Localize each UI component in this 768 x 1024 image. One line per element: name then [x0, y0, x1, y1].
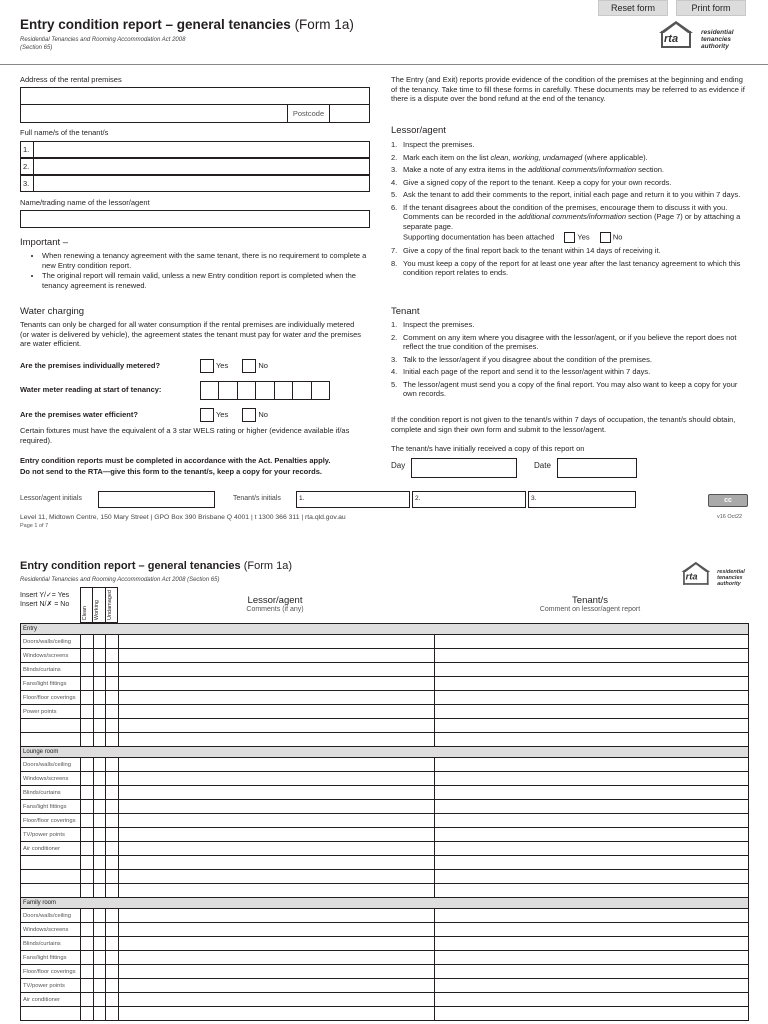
item-label: Power points: [21, 705, 81, 719]
tenant-comment-cell[interactable]: [435, 909, 749, 923]
tenant-comment-cell[interactable]: [435, 937, 749, 951]
column-headers-cwu: [80, 587, 118, 623]
item-label: TV/power points: [21, 828, 81, 842]
tenant-comment-cell[interactable]: [435, 758, 749, 772]
water-charging-text: Tenants can only be charged for all water consumption if the rental premises are individually metered (or water is delivered by vehicle), the agreement states the tenant must pay for water and the premises are water efficient.: [20, 320, 362, 348]
table-row: [21, 691, 749, 705]
undamaged-cell[interactable]: [106, 691, 119, 705]
lessor-comment-cell[interactable]: [119, 677, 435, 691]
lessor-comment-cell[interactable]: [119, 772, 435, 786]
undamaged-cell[interactable]: [106, 951, 119, 965]
header-divider: [0, 64, 768, 65]
lessor-name-input[interactable]: [20, 210, 370, 228]
supporting-docs-no-checkbox[interactable]: [600, 232, 611, 243]
item-label: [21, 733, 81, 747]
clean-cell[interactable]: [81, 923, 94, 937]
undamaged-cell[interactable]: [106, 772, 119, 786]
tenant-name-1[interactable]: 1.: [20, 141, 370, 158]
table-row: [21, 733, 749, 747]
table-row: [21, 800, 749, 814]
lessor-comment-cell[interactable]: [119, 733, 435, 747]
lessor-comment-cell[interactable]: [119, 965, 435, 979]
undamaged-cell[interactable]: [106, 635, 119, 649]
undamaged-cell[interactable]: [106, 1007, 119, 1021]
footer-address: Level 11, Midtown Centre, 150 Mary Street | GPO Box 390 Brisbane Q 4001 | t 1300 366 311 | rta.qld.gov.au: [20, 514, 346, 521]
efficient-yes-checkbox[interactable]: [200, 408, 214, 422]
version-label: v16 Oct22: [717, 514, 743, 520]
tenant-comment-cell[interactable]: [435, 979, 749, 993]
table-row: [21, 649, 749, 663]
tenant-step: 3. Talk to the lessor/agent if you disagree about the condition of the premises.: [391, 354, 652, 364]
undamaged-cell[interactable]: [106, 758, 119, 772]
room-section-label: Lounge room: [21, 747, 749, 758]
tenant-comment-cell[interactable]: [435, 1007, 749, 1021]
undamaged-cell[interactable]: [106, 965, 119, 979]
lessor-name-label: Name/trading name of the lessor/agent: [20, 198, 150, 207]
metered-options: Yes No: [200, 359, 268, 373]
undamaged-cell[interactable]: [106, 814, 119, 828]
item-label: Blinds/curtains: [21, 786, 81, 800]
lessor-comment-cell[interactable]: [119, 800, 435, 814]
tenant-name-2[interactable]: 2.: [20, 158, 370, 175]
clean-cell[interactable]: [81, 951, 94, 965]
room-section-row: [21, 624, 749, 635]
postcode-input[interactable]: [329, 104, 370, 123]
undamaged-cell[interactable]: [106, 677, 119, 691]
lessor-step: 1. Inspect the premises.: [391, 140, 475, 149]
table-row: [21, 814, 749, 828]
room-section-label: Family room: [21, 898, 749, 909]
tenant-comment-cell[interactable]: [435, 965, 749, 979]
tenant-step: 2. Comment on any item where you disagree with the lessor/agent, or if you believe the report does not reflect the true condition of the premises.: [391, 332, 737, 351]
tenant-steps: [391, 320, 751, 402]
working-cell[interactable]: [94, 800, 106, 814]
item-label: Doors/walls/ceiling: [21, 758, 81, 772]
metered-yes-checkbox[interactable]: [200, 359, 214, 373]
lessor-comment-cell[interactable]: [119, 786, 435, 800]
working-cell[interactable]: [94, 993, 106, 1007]
working-cell[interactable]: [94, 663, 106, 677]
tenant-initials-label: Tenant/s initials: [233, 495, 281, 502]
metered-no-checkbox[interactable]: [242, 359, 256, 373]
creative-commons-icon: cc: [708, 494, 748, 507]
table-row: [21, 663, 749, 677]
clean-cell[interactable]: [81, 635, 94, 649]
tenant-comment-cell[interactable]: [435, 870, 749, 884]
day-input[interactable]: [411, 458, 517, 478]
working-cell[interactable]: [94, 951, 106, 965]
lessor-comment-cell[interactable]: [119, 691, 435, 705]
working-cell[interactable]: [94, 856, 106, 870]
undamaged-cell[interactable]: [106, 909, 119, 923]
meter-reading-label: Water meter reading at start of tenancy:: [20, 385, 162, 394]
lessor-comment-cell[interactable]: [119, 1007, 435, 1021]
tenant-heading: Tenant: [391, 306, 420, 317]
lessor-comment-cell[interactable]: [119, 993, 435, 1007]
page-title: [20, 17, 354, 32]
clean-cell[interactable]: [81, 979, 94, 993]
lessor-comment-cell[interactable]: [119, 705, 435, 719]
efficient-options: Yes No: [200, 408, 268, 422]
lessor-comment-cell[interactable]: [119, 923, 435, 937]
undamaged-cell[interactable]: [106, 979, 119, 993]
item-label: [21, 719, 81, 733]
efficient-question: Are the premises water efficient?: [20, 410, 138, 419]
lessor-initials-label: Lessor/agent initials: [20, 495, 82, 502]
supporting-docs-label: Supporting documentation has been attached: [403, 232, 555, 242]
undamaged-cell[interactable]: [106, 884, 119, 898]
undamaged-cell[interactable]: [106, 719, 119, 733]
working-cell[interactable]: [94, 677, 106, 691]
item-label: [21, 1007, 81, 1021]
clean-cell[interactable]: [81, 993, 94, 1007]
item-label: [21, 870, 81, 884]
undamaged-cell[interactable]: [106, 842, 119, 856]
room-section-label: Entry: [21, 624, 749, 635]
reset-form-button[interactable]: Reset form: [598, 0, 668, 16]
clean-cell[interactable]: [81, 758, 94, 772]
clean-cell[interactable]: [81, 705, 94, 719]
clean-cell[interactable]: [81, 856, 94, 870]
tenant-comment-cell[interactable]: [435, 842, 749, 856]
undamaged-cell[interactable]: [106, 786, 119, 800]
day-label: Day: [391, 461, 406, 470]
address-input-line2[interactable]: [20, 104, 288, 123]
tenant-comment-cell[interactable]: [435, 649, 749, 663]
tenant-comment-cell[interactable]: [435, 786, 749, 800]
received-text: The tenant/s have initially received a copy of this report on: [391, 444, 585, 453]
working-cell[interactable]: [94, 1007, 106, 1021]
lessor-step: 4. Give a signed copy of the report to the tenant. Keep a copy for your own records.: [391, 177, 672, 187]
item-label: TV/power points: [21, 979, 81, 993]
tenant-comment-cell[interactable]: [435, 663, 749, 677]
page2-act-reference: Residential Tenancies and Rooming Accommodation Act 2008 (Section 65): [20, 577, 220, 583]
room-section-row: [21, 898, 749, 909]
undamaged-cell[interactable]: [106, 993, 119, 1007]
table-row: [21, 937, 749, 951]
clean-cell[interactable]: [81, 884, 94, 898]
table-row: [21, 856, 749, 870]
undamaged-cell[interactable]: [106, 663, 119, 677]
wels-text: Certain fixtures must have the equivalent of a 3 star WELS rating or higher (evidence available if/as required).: [20, 426, 350, 445]
lessor-initials-input[interactable]: [98, 491, 215, 508]
section-reference: (Section 65): [20, 45, 53, 51]
lessor-comment-cell[interactable]: [119, 635, 435, 649]
item-label: Windows/screens: [21, 649, 81, 663]
working-cell[interactable]: [94, 909, 106, 923]
item-label: Fans/light fittings: [21, 951, 81, 965]
working-cell[interactable]: [94, 923, 106, 937]
intro-text: The Entry (and Exit) reports provide evidence of the condition of the premises at the beginning and ending of the tenancy. Take time to fill these forms in carefully. These documents may be referred to as evidence if there is a dispute over the bond refund at the end of the tenancy.: [391, 75, 745, 103]
table-row: [21, 786, 749, 800]
working-header: Working: [94, 599, 101, 620]
room-section-row: [21, 747, 749, 758]
undamaged-cell[interactable]: [106, 856, 119, 870]
item-label: Floor/floor coverings: [21, 965, 81, 979]
tenant-name-3[interactable]: 3.: [20, 175, 370, 192]
table-row: [21, 870, 749, 884]
print-form-button[interactable]: Print form: [676, 0, 746, 16]
working-cell[interactable]: [94, 691, 106, 705]
lessor-comment-cell[interactable]: [119, 828, 435, 842]
working-cell[interactable]: [94, 884, 106, 898]
tenant-comment-cell[interactable]: [435, 828, 749, 842]
undamaged-cell[interactable]: [106, 923, 119, 937]
clean-cell[interactable]: [81, 663, 94, 677]
clean-cell[interactable]: [81, 828, 94, 842]
working-cell[interactable]: [94, 705, 106, 719]
date-input[interactable]: [557, 458, 637, 478]
title-main: Entry condition report – general tenancies: [20, 17, 291, 32]
clean-cell[interactable]: [81, 733, 94, 747]
working-cell[interactable]: [94, 772, 106, 786]
tenant-initials-2[interactable]: 2.: [412, 491, 526, 508]
table-row: [21, 923, 749, 937]
clean-cell[interactable]: [81, 1007, 94, 1021]
insert-legend: Insert Y/✓= Yes Insert N/✗ = No: [20, 592, 70, 608]
tenant-comment-cell[interactable]: [435, 993, 749, 1007]
working-cell[interactable]: [94, 758, 106, 772]
lessor-comment-cell[interactable]: [119, 937, 435, 951]
clean-cell[interactable]: [81, 691, 94, 705]
clean-cell[interactable]: [81, 786, 94, 800]
meter-reading-input[interactable]: [200, 381, 330, 400]
working-cell[interactable]: [94, 814, 106, 828]
table-row: [21, 677, 749, 691]
tenant-comment-cell[interactable]: [435, 719, 749, 733]
important-heading: Important –: [20, 237, 69, 248]
clean-cell[interactable]: [81, 842, 94, 856]
address-input-line1[interactable]: [20, 87, 370, 105]
item-label: Doors/walls/ceiling: [21, 635, 81, 649]
undamaged-cell[interactable]: [106, 649, 119, 663]
lessor-comment-cell[interactable]: [119, 814, 435, 828]
tenant-comment-cell[interactable]: [435, 814, 749, 828]
table-row: [21, 993, 749, 1007]
table-row: [21, 635, 749, 649]
tenant-comment-cell[interactable]: [435, 951, 749, 965]
lessor-comment-cell[interactable]: [119, 649, 435, 663]
tenant-step: 5. The lessor/agent must send you a copy of the final report. You may also want to keep a copy for your own records.: [391, 379, 738, 398]
tenant-initials-3[interactable]: 3.: [528, 491, 636, 508]
table-row: [21, 705, 749, 719]
item-label: Doors/walls/ceiling: [21, 909, 81, 923]
clean-cell[interactable]: [81, 909, 94, 923]
working-cell[interactable]: [94, 786, 106, 800]
tenant-comment-cell[interactable]: [435, 923, 749, 937]
undamaged-cell[interactable]: [106, 705, 119, 719]
efficient-no-checkbox[interactable]: [242, 408, 256, 422]
form-toolbar: [598, 0, 746, 16]
page2-rta-logo: rta residential tenancies authority: [678, 561, 745, 587]
table-row: [21, 1007, 749, 1021]
lessor-comment-cell[interactable]: [119, 870, 435, 884]
lessor-step: 3. Make a note of any extra items in the additional comments/information section.: [391, 165, 664, 174]
important-list: [24, 251, 372, 291]
working-cell[interactable]: [94, 937, 106, 951]
item-label: Windows/screens: [21, 923, 81, 937]
metered-question: Are the premises individually metered?: [20, 361, 161, 370]
page2-title: Entry condition report – general tenancies (Form 1a): [20, 560, 293, 572]
working-cell[interactable]: [94, 635, 106, 649]
item-label: Air conditioner: [21, 993, 81, 1007]
table-row: [21, 758, 749, 772]
not-given-text: If the condition report is not given to the tenant/s within 7 days of occupation, the tenant/s should obtain, complete and sign their own form and submit to the lessor/agent.: [391, 415, 736, 434]
tenant-comment-cell[interactable]: [435, 856, 749, 870]
table-row: [21, 828, 749, 842]
act-reference: Residential Tenancies and Rooming Accommodation Act 2008: [20, 37, 186, 43]
item-label: Floor/floor coverings: [21, 691, 81, 705]
table-row: [21, 884, 749, 898]
clean-cell[interactable]: [81, 719, 94, 733]
clean-cell[interactable]: [81, 814, 94, 828]
clean-cell[interactable]: [81, 649, 94, 663]
working-cell[interactable]: [94, 733, 106, 747]
working-cell[interactable]: [94, 870, 106, 884]
clean-header: Clean: [82, 605, 88, 620]
undamaged-cell[interactable]: [106, 828, 119, 842]
water-charging-heading: Water charging: [20, 306, 85, 317]
tenant-comment-cell[interactable]: [435, 677, 749, 691]
working-cell[interactable]: [94, 649, 106, 663]
item-label: Air conditioner: [21, 842, 81, 856]
clean-cell[interactable]: [81, 870, 94, 884]
tenants-label: Full name/s of the tenant/s: [20, 128, 109, 137]
item-label: [21, 856, 81, 870]
important-item: • The original report will remain valid, unless a new Entry condition report is completed when the tenancy agreement is renewed.: [42, 271, 372, 290]
rta-logo: rta residential tenancies authority: [655, 20, 734, 50]
item-label: Blinds/curtains: [21, 937, 81, 951]
lessor-comment-cell[interactable]: [119, 842, 435, 856]
table-row: [21, 772, 749, 786]
lessor-comment-cell[interactable]: [119, 719, 435, 733]
lessor-step: 6. If the tenant disagrees about the condition of the premises, encourage them to discuss it with you. Comments can be recorded in the additional comments/information section (Page 7) or by attaching a separate page. Supporting documentation has been attached Yes No: [391, 202, 741, 242]
table-row: [21, 719, 749, 733]
important-item: • When renewing a tenancy agreement with the same tenant, there is no requirement to complete a new Entry condition report.: [42, 251, 372, 270]
penalty-note: Entry condition reports must be completed in accordance with the Act. Penalties apply. Do not send to the RTA—give this form to the tenant/s, keep a copy for your records.: [20, 456, 331, 476]
lessor-step: 2. Mark each item on the list clean, working, undamaged (where applicable).: [391, 152, 648, 162]
lessor-comment-cell[interactable]: [119, 856, 435, 870]
tenant-comment-cell[interactable]: [435, 884, 749, 898]
table-row: [21, 842, 749, 856]
lessor-step: 7. Give a copy of the final report back to the tenant within 14 days of receiving it.: [391, 246, 661, 255]
undamaged-cell[interactable]: [106, 733, 119, 747]
lessor-comment-cell[interactable]: [119, 663, 435, 677]
working-cell[interactable]: [94, 719, 106, 733]
item-label: Fans/light fittings: [21, 677, 81, 691]
tenant-step: 4. Initial each page of the report and send it to the lessor/agent within 7 days.: [391, 367, 651, 376]
undamaged-cell[interactable]: [106, 800, 119, 814]
item-label: Fans/light fittings: [21, 800, 81, 814]
tenant-comment-cell[interactable]: [435, 635, 749, 649]
item-label: Windows/screens: [21, 772, 81, 786]
clean-cell[interactable]: [81, 772, 94, 786]
supporting-docs-yes-checkbox[interactable]: [564, 232, 575, 243]
tenant-comment-cell[interactable]: [435, 772, 749, 786]
lessor-comment-cell[interactable]: [119, 884, 435, 898]
undamaged-cell[interactable]: [106, 937, 119, 951]
lessor-comment-cell[interactable]: [119, 951, 435, 965]
clean-cell[interactable]: [81, 677, 94, 691]
lessor-step: 8. You must keep a copy of the report for at least one year after the last tenancy agreement to which this condition report relates to ends.: [391, 258, 741, 277]
lessor-agent-heading: Lessor/agent: [391, 125, 446, 136]
lessor-step: 5. Ask the tenant to add their comments to the report, initial each page and return it to you within 7 days.: [391, 190, 741, 199]
tenant-comment-cell[interactable]: [435, 705, 749, 719]
clean-cell[interactable]: [81, 800, 94, 814]
undamaged-cell[interactable]: [106, 870, 119, 884]
working-cell[interactable]: [94, 842, 106, 856]
lessor-comment-cell[interactable]: [119, 909, 435, 923]
table-row: [21, 979, 749, 993]
item-label: Floor/floor coverings: [21, 814, 81, 828]
title-form: (Form 1a): [290, 17, 354, 32]
address-label: Address of the rental premises: [20, 75, 122, 84]
tenant-initials-1[interactable]: 1.: [296, 491, 410, 508]
clean-cell[interactable]: [81, 937, 94, 951]
table-row: [21, 965, 749, 979]
tenant-comment-cell[interactable]: [435, 800, 749, 814]
working-cell[interactable]: [94, 979, 106, 993]
tenant-comment-cell[interactable]: [435, 691, 749, 705]
tenant-step: 1. Inspect the premises.: [391, 320, 475, 329]
lessor-column-header: Lessor/agent Comments (if any): [246, 595, 304, 613]
lessor-comment-cell[interactable]: [119, 979, 435, 993]
tenant-comment-cell[interactable]: [435, 733, 749, 747]
date-label: Date: [534, 461, 551, 470]
lessor-steps: [391, 140, 751, 281]
page-number: Page 1 of 7: [20, 523, 49, 529]
working-cell[interactable]: [94, 965, 106, 979]
item-label: [21, 884, 81, 898]
postcode-label: Postcode: [287, 104, 330, 123]
table-row: [21, 909, 749, 923]
working-cell[interactable]: [94, 828, 106, 842]
item-label: Blinds/curtains: [21, 663, 81, 677]
clean-cell[interactable]: [81, 965, 94, 979]
tenant-column-header: Tenant/s Comment on lessor/agent report: [539, 595, 641, 613]
lessor-comment-cell[interactable]: [119, 758, 435, 772]
undamaged-header: Undamaged: [106, 590, 113, 620]
table-row: [21, 951, 749, 965]
condition-table: [20, 623, 749, 1021]
